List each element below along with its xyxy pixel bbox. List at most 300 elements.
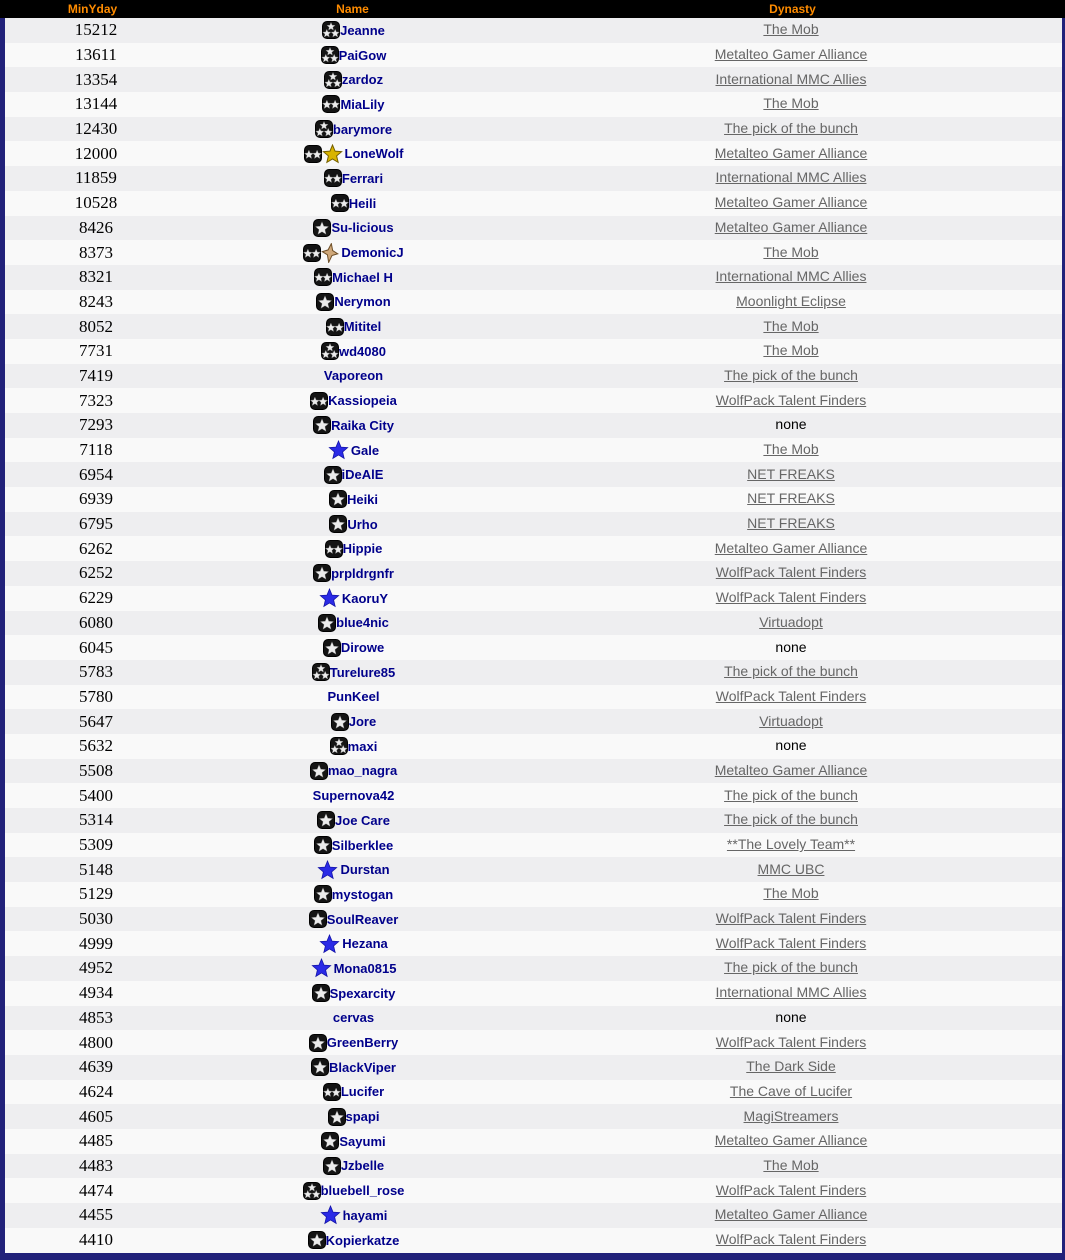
minyday-value: 7293 [79, 415, 113, 435]
dynasty-cell [520, 318, 1062, 336]
table-body [0, 18, 1065, 1253]
dynasty-link[interactable]: The Mob [763, 441, 819, 458]
player-name-link[interactable]: Heili [348, 195, 377, 211]
table-row [5, 833, 1062, 858]
dynasty-link[interactable]: Metalteo Gamer Alliance [714, 1132, 868, 1149]
player-name-link[interactable]: Jeanne [340, 22, 385, 38]
badge-1-star-icon [328, 1108, 346, 1126]
minyday-value: 7118 [79, 440, 113, 460]
player-name-link[interactable]: Jzbelle [340, 1158, 385, 1174]
dynasty-link[interactable]: WolfPack Talent Finders [715, 687, 867, 704]
dynasty-cell [520, 564, 1062, 582]
dynasty-link[interactable]: WolfPack Talent Finders [715, 1181, 867, 1198]
dynasty-cell [520, 1083, 1062, 1101]
dynasty-link[interactable]: NET FREAKS [747, 465, 835, 482]
badge-1-star-icon [331, 713, 349, 731]
player-name-link[interactable]: GreenBerry [326, 1035, 399, 1051]
player-name-link[interactable]: Ferrari [341, 170, 384, 186]
player-name-link[interactable]: SoulReaver [326, 911, 399, 927]
dynasty-cell [520, 787, 1062, 805]
player-name-link[interactable]: wd4080 [339, 343, 386, 359]
player-cell [187, 663, 520, 681]
table-row [5, 67, 1062, 92]
player-cell [187, 1108, 520, 1126]
player-name-link[interactable]: PunKeel [327, 689, 380, 705]
badge-2-stars-icon [322, 95, 340, 113]
dynasty-link[interactable]: Moonlight Eclipse [736, 292, 846, 309]
player-name-link[interactable]: Dirowe [340, 640, 385, 656]
dynasty-link[interactable]: The Cave of Lucifer [729, 1082, 853, 1099]
minyday-value: 11859 [75, 168, 117, 188]
player-cell [187, 811, 520, 829]
table-row [5, 561, 1062, 586]
dynasty-cell [520, 1132, 1062, 1150]
player-cell [187, 1205, 520, 1225]
minyday-value: 5030 [79, 909, 113, 929]
player-name-link[interactable]: mao_nagra [327, 763, 398, 779]
dynasty-cell [520, 416, 1062, 434]
table-row [5, 1154, 1062, 1179]
player-name-link[interactable]: BlackViper [329, 1059, 396, 1075]
minyday-value: 6795 [79, 514, 113, 534]
dynasty-cell [520, 1231, 1062, 1249]
dynasty-link[interactable]: Metalteo Gamer Alliance [714, 761, 868, 778]
table-row [5, 1080, 1062, 1105]
badge-3-stars-icon [324, 71, 342, 89]
minyday-value: 15212 [74, 20, 118, 40]
player-cell [187, 515, 520, 533]
player-cell [187, 639, 520, 657]
player-cell [187, 342, 520, 360]
badge-1-star-icon [324, 466, 342, 484]
table-row [5, 759, 1062, 784]
badge-2-stars-icon [323, 1083, 341, 1101]
table-header [0, 0, 1065, 18]
badge-2-stars-icon [325, 540, 343, 558]
player-name-link[interactable]: Joe Care [335, 812, 390, 828]
player-name-link[interactable]: Jore [348, 714, 377, 730]
player-name-link[interactable]: Turelure85 [329, 664, 396, 680]
dynasty-cell [520, 737, 1062, 755]
dynasty-link[interactable]: The Mob [763, 1156, 819, 1173]
dynasty-cell [520, 688, 1062, 706]
player-name-link[interactable]: PaiGow [338, 47, 387, 63]
player-cell [187, 21, 520, 39]
dynasty-cell [520, 984, 1062, 1002]
dynasty-link[interactable]: WolfPack Talent Finders [715, 589, 867, 606]
minyday-value: 4605 [79, 1106, 113, 1126]
minyday-value: 4483 [79, 1155, 113, 1175]
table-row [5, 462, 1062, 487]
star-blue-icon [317, 860, 338, 880]
player-name-link[interactable]: Durstan [340, 862, 390, 878]
dynasty-link[interactable]: The Dark Side [746, 1058, 836, 1075]
table-row [5, 240, 1062, 265]
badge-1-star-icon [313, 416, 331, 434]
dynasty-cell [520, 1182, 1062, 1200]
dynasty-link[interactable]: WolfPack Talent Finders [715, 910, 867, 927]
table-row [5, 388, 1062, 413]
dynasty-cell [520, 95, 1062, 113]
dynasty-cell [520, 663, 1062, 681]
dynasty-link[interactable]: WolfPack Talent Finders [715, 391, 867, 408]
player-cell [187, 1157, 520, 1175]
dynasty-link[interactable]: **The Lovely Team** [726, 836, 856, 853]
table-row [5, 685, 1062, 710]
dynasty-link[interactable]: The pick of the bunch [724, 366, 858, 383]
minyday-value: 5314 [79, 810, 113, 830]
player-cell [187, 836, 520, 854]
player-cell [187, 1182, 520, 1200]
player-cell [187, 984, 520, 1002]
dynasty-link[interactable]: NET FREAKS [747, 490, 835, 507]
column-header-name[interactable]: Name [336, 2, 369, 16]
minyday-value: 8426 [79, 217, 113, 237]
dynasty-cell [520, 71, 1062, 89]
dynasty-link[interactable]: Metalteo Gamer Alliance [714, 194, 868, 211]
table-row [5, 1030, 1062, 1055]
dynasty-link[interactable]: Metalteo Gamer Alliance [714, 144, 868, 161]
dynasty-link[interactable]: The Mob [763, 21, 819, 38]
dynasty-cell [520, 762, 1062, 780]
player-name-link[interactable]: Silberklee [331, 837, 394, 853]
minyday-value: 8243 [79, 291, 113, 311]
dynasty-cell [520, 959, 1062, 977]
table-row [5, 43, 1062, 68]
badge-1-star-icon [314, 836, 332, 854]
player-name-link[interactable]: bluebell_rose [320, 1183, 405, 1199]
player-name-link[interactable]: iDeAlE [341, 467, 384, 483]
column-header-minyday[interactable]: MinYday [67, 2, 118, 16]
dynasty-link[interactable]: The pick of the bunch [724, 811, 858, 828]
badge-1-star-icon [313, 564, 331, 582]
dynasty-link[interactable]: The pick of the bunch [724, 120, 858, 137]
dynasty-link[interactable]: The pick of the bunch [724, 959, 858, 976]
badge-1-star-icon [309, 910, 327, 928]
player-name-link[interactable]: Sayumi [339, 1133, 386, 1149]
badge-1-star-icon [310, 762, 328, 780]
player-cell [187, 392, 520, 410]
table-row [5, 487, 1062, 512]
player-name-link[interactable]: MiaLily [340, 96, 385, 112]
player-cell [187, 466, 520, 484]
dynasty-cell [520, 490, 1062, 508]
dynasty-link[interactable]: WolfPack Talent Finders [715, 1231, 867, 1248]
badge-3-stars-icon [315, 120, 333, 138]
table-row [5, 364, 1062, 389]
badge-1-star-icon [317, 811, 335, 829]
player-name-link[interactable]: Michael H [332, 269, 393, 285]
player-cell [187, 71, 520, 89]
dynasty-link[interactable]: Metalteo Gamer Alliance [714, 46, 868, 63]
player-name-link[interactable]: Su-licious [331, 220, 394, 236]
table-row [5, 709, 1062, 734]
dynasty-cell [520, 1058, 1062, 1076]
table-row [5, 413, 1062, 438]
player-name-link[interactable]: barymore [332, 121, 393, 137]
badge-2-stars-icon [303, 244, 321, 262]
dynasty-cell [520, 441, 1062, 459]
table-row [5, 438, 1062, 463]
dynasty-none-label: none [775, 737, 807, 754]
badge-3-stars-icon [322, 21, 340, 39]
badge-1-star-icon [329, 515, 347, 533]
player-cell [187, 268, 520, 286]
dynasty-link[interactable]: Virtuadopt [759, 712, 823, 729]
player-name-link[interactable]: Supernova42 [312, 788, 395, 804]
badge-3-stars-icon [321, 342, 339, 360]
player-cell [187, 910, 520, 928]
player-name-link[interactable]: Gale [350, 442, 380, 458]
badge-2-stars-icon [314, 268, 332, 286]
minyday-value: 5508 [79, 760, 113, 780]
player-name-link[interactable]: blue4nic [336, 615, 389, 631]
dynasty-none-label: none [775, 416, 807, 433]
minyday-value: 8373 [79, 242, 113, 262]
player-name-link[interactable]: Nerymon [334, 294, 391, 310]
dynasty-cell [520, 1206, 1062, 1224]
table-row [5, 18, 1062, 43]
dynasty-link[interactable]: The Mob [763, 317, 819, 334]
table-row [5, 512, 1062, 537]
dynasty-cell [520, 145, 1062, 163]
table-row [5, 956, 1062, 981]
player-name-link[interactable]: Lucifer [340, 1084, 385, 1100]
player-cell [187, 169, 520, 187]
minyday-value: 8321 [79, 267, 113, 287]
dynasty-link[interactable]: WolfPack Talent Finders [715, 1033, 867, 1050]
player-cell [187, 440, 520, 460]
player-cell [187, 95, 520, 113]
player-cell [187, 564, 520, 582]
dynasty-link[interactable]: The Mob [763, 243, 819, 260]
player-cell [187, 737, 520, 755]
dynasty-cell [520, 21, 1062, 39]
star-blue-icon [320, 1205, 341, 1225]
minyday-value: 8052 [79, 316, 113, 336]
player-name-link[interactable]: hayami [342, 1207, 388, 1223]
minyday-value: 6229 [79, 588, 113, 608]
dynasty-cell [520, 46, 1062, 64]
badge-1-star-icon [312, 984, 330, 1002]
badge-1-star-icon [309, 1034, 327, 1052]
dynasty-link[interactable]: WolfPack Talent Finders [715, 934, 867, 951]
player-cell [187, 490, 520, 508]
player-name-link[interactable]: cervas [332, 1010, 375, 1026]
player-cell [187, 934, 520, 954]
minyday-value: 6252 [79, 563, 113, 583]
table-row [5, 1129, 1062, 1154]
minyday-value: 5632 [79, 736, 113, 756]
dynasty-cell [520, 169, 1062, 187]
minyday-value: 4410 [79, 1230, 113, 1250]
star-blue-icon [319, 934, 340, 954]
player-name-link[interactable]: Vaporeon [323, 368, 384, 384]
minyday-value: 5647 [79, 711, 113, 731]
table-row [5, 808, 1062, 833]
player-cell [187, 293, 520, 311]
table-row [5, 216, 1062, 241]
dynasty-cell [520, 1009, 1062, 1027]
table-row [5, 635, 1062, 660]
badge-1-star-icon [316, 293, 334, 311]
minyday-value: 7419 [79, 365, 113, 385]
badge-1-star-icon [313, 219, 331, 237]
dynasty-cell [520, 935, 1062, 953]
badge-1-star-icon [323, 1157, 341, 1175]
player-cell [187, 120, 520, 138]
player-name-link[interactable]: Hezana [342, 936, 388, 952]
dynasty-cell [520, 515, 1062, 533]
dynasty-cell [520, 885, 1062, 903]
minyday-value: 5400 [79, 785, 113, 805]
dynasty-link[interactable]: International MMC Allies [715, 70, 867, 87]
sparkle-tan-icon [321, 243, 339, 263]
minyday-value: 10528 [74, 193, 118, 213]
dynasty-cell [520, 367, 1062, 385]
player-name-link[interactable]: Raika City [331, 417, 394, 433]
dynasty-none-label: none [775, 638, 807, 655]
player-name-link[interactable]: zardoz [341, 72, 384, 88]
table-row [5, 191, 1062, 216]
minyday-value: 12430 [74, 119, 118, 139]
dynasty-link[interactable]: MagiStreamers [743, 1107, 839, 1124]
dynasty-cell [520, 639, 1062, 657]
badge-1-star-icon [308, 1231, 326, 1249]
minyday-value: 4639 [79, 1057, 113, 1077]
minyday-value: 6939 [79, 489, 113, 509]
minyday-value: 4999 [79, 933, 113, 953]
table-row [5, 1203, 1062, 1228]
star-blue-icon [319, 588, 340, 608]
minyday-value: 7731 [79, 341, 113, 361]
minyday-value: 5780 [79, 686, 113, 706]
dynasty-link[interactable]: Metalteo Gamer Alliance [714, 218, 868, 235]
player-cell [187, 540, 520, 558]
minyday-value: 5129 [79, 884, 113, 904]
badge-1-star-icon [311, 1058, 329, 1076]
player-cell [187, 416, 520, 434]
player-cell [187, 144, 520, 164]
dynasty-link[interactable]: The Mob [763, 885, 819, 902]
dynasty-cell [520, 713, 1062, 731]
dynasty-cell [520, 293, 1062, 311]
table-row [5, 314, 1062, 339]
minyday-value: 6080 [79, 612, 113, 632]
table-row [5, 660, 1062, 685]
badge-3-stars-icon [303, 1182, 321, 1200]
player-name-link[interactable]: Mona0815 [333, 960, 397, 976]
table-row [5, 92, 1062, 117]
player-name-link[interactable]: Heiki [346, 491, 379, 507]
table-row [5, 981, 1062, 1006]
player-name-link[interactable]: Mititel [343, 319, 382, 335]
minyday-value: 13354 [74, 69, 118, 89]
dynasty-cell [520, 244, 1062, 262]
player-cell [187, 368, 520, 383]
player-cell [187, 614, 520, 632]
minyday-value: 4800 [79, 1032, 113, 1052]
dynasty-cell [520, 1157, 1062, 1175]
dynasty-link[interactable]: The pick of the bunch [724, 663, 858, 680]
column-header-dynasty[interactable]: Dynasty [769, 2, 816, 16]
dynasty-link[interactable]: International MMC Allies [715, 169, 867, 186]
table-row [5, 586, 1062, 611]
player-name-link[interactable]: Urho [347, 516, 378, 532]
dynasty-link[interactable]: The Mob [763, 342, 819, 359]
minyday-value: 4952 [79, 958, 113, 978]
minyday-value: 12000 [74, 143, 118, 163]
table-row [5, 117, 1062, 142]
dynasty-cell [520, 466, 1062, 484]
star-gold-icon [322, 144, 343, 164]
player-name-link[interactable]: Kassiopeia [328, 393, 397, 409]
dynasty-link[interactable]: International MMC Allies [715, 984, 867, 1001]
dynasty-link[interactable]: The Mob [763, 95, 819, 112]
player-cell [187, 762, 520, 780]
minyday-value: 5309 [79, 835, 113, 855]
dynasty-cell [520, 194, 1062, 212]
player-name-link[interactable]: prpldrgnfr [331, 565, 394, 581]
dynasty-link[interactable]: Virtuadopt [759, 613, 823, 630]
table-row [5, 1055, 1062, 1080]
player-name-link[interactable]: spapi [345, 1109, 380, 1125]
dynasty-link[interactable]: Metalteo Gamer Alliance [714, 539, 868, 556]
table-row [5, 1104, 1062, 1129]
badge-2-stars-icon [304, 145, 322, 163]
dynasty-link[interactable]: Metalteo Gamer Alliance [714, 1206, 868, 1223]
player-name-link[interactable]: KaoruY [341, 590, 389, 606]
player-cell [187, 1010, 520, 1025]
dynasty-cell [520, 811, 1062, 829]
dynasty-link[interactable]: The pick of the bunch [724, 786, 858, 803]
table-row [5, 611, 1062, 636]
minyday-value: 13611 [75, 45, 117, 65]
minyday-value: 7323 [79, 390, 113, 410]
dynasty-link[interactable]: MMC UBC [757, 860, 825, 877]
player-name-link[interactable]: Kopierkatze [325, 1232, 400, 1248]
minyday-value: 6262 [79, 538, 113, 558]
table-row [5, 734, 1062, 759]
dynasty-cell [520, 342, 1062, 360]
minyday-value: 4934 [79, 983, 113, 1003]
minyday-value: 4474 [79, 1180, 113, 1200]
dynasty-link[interactable]: NET FREAKS [747, 515, 835, 532]
table-row [5, 1006, 1062, 1031]
badge-1-star-icon [323, 639, 341, 657]
player-cell [187, 243, 520, 263]
dynasty-link[interactable]: WolfPack Talent Finders [715, 564, 867, 581]
badge-3-stars-icon [330, 737, 348, 755]
player-cell [187, 713, 520, 731]
dynasty-link[interactable]: International MMC Allies [715, 268, 867, 285]
player-cell [187, 1034, 520, 1052]
player-cell [187, 1083, 520, 1101]
player-name-link[interactable]: LoneWolf [344, 146, 404, 162]
badge-1-star-icon [321, 1132, 339, 1150]
table-row [5, 1228, 1062, 1253]
player-name-link[interactable]: DemonicJ [341, 245, 404, 261]
badge-2-stars-icon [331, 194, 349, 212]
badge-2-stars-icon [310, 392, 328, 410]
player-name-link[interactable]: Hippie [342, 541, 383, 557]
dynasty-cell [520, 836, 1062, 854]
table-row [5, 290, 1062, 315]
badge-3-stars-icon [312, 663, 330, 681]
player-name-link[interactable]: Spexarcity [329, 985, 396, 1001]
player-name-link[interactable]: maxi [347, 738, 378, 754]
player-name-link[interactable]: mystogan [331, 886, 394, 902]
